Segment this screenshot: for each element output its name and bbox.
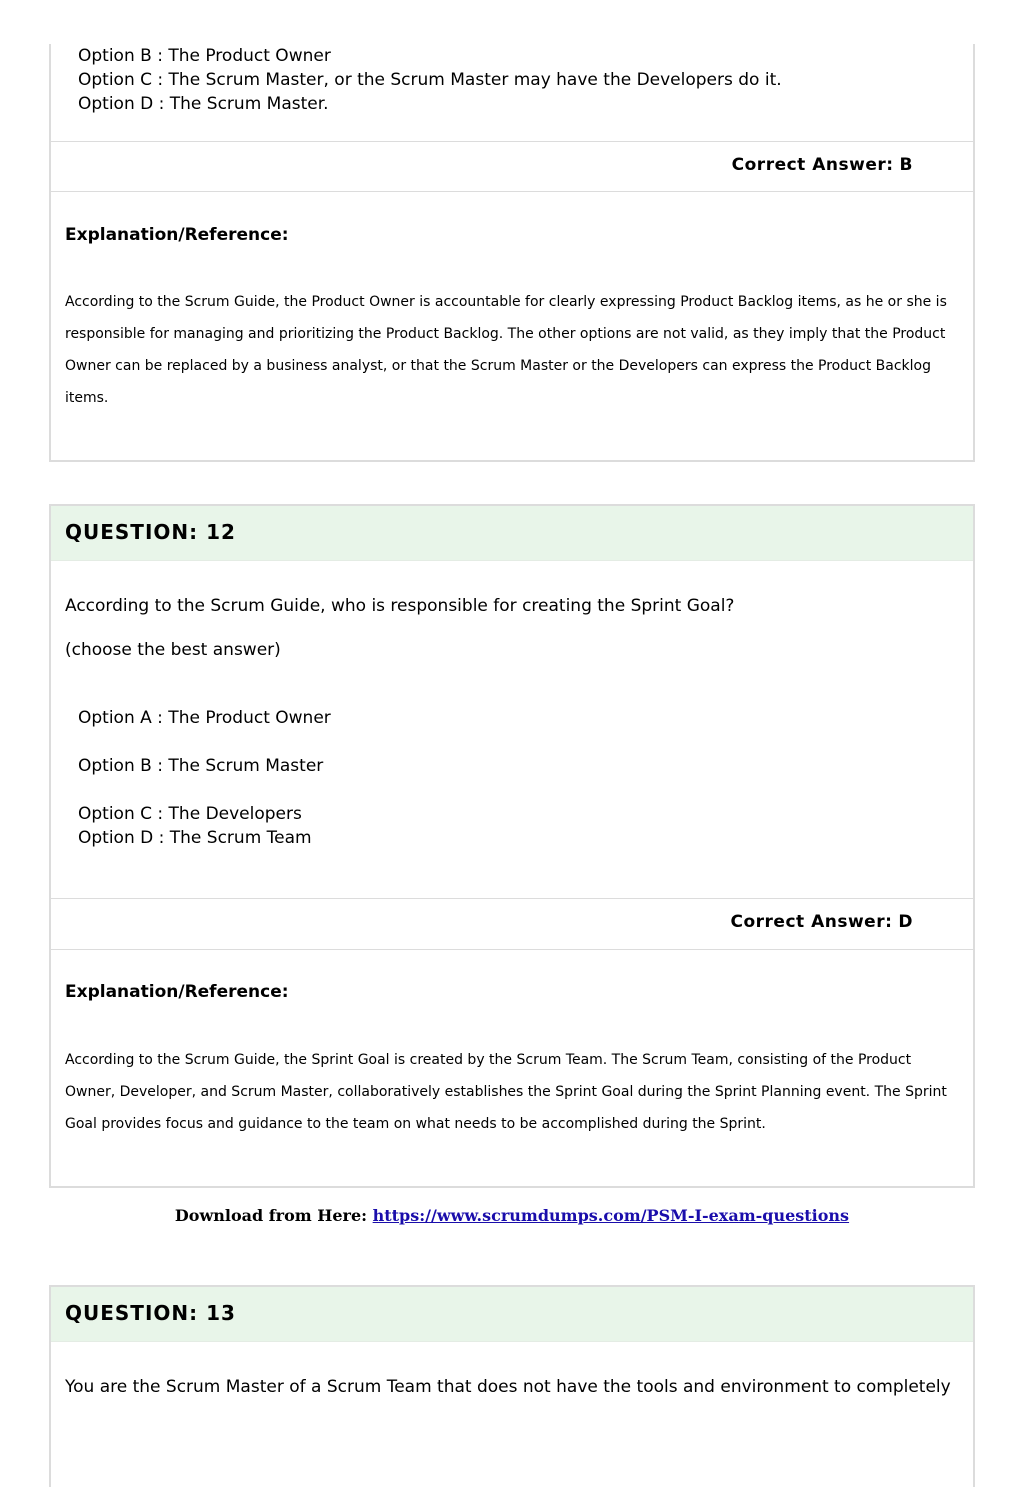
q11-explanation-text: According to the Scrum Guide, the Product Owner is accountable for clearly expressing Product Backlog items, as he or she is responsible for managing and prioritizing the Product Backlog. The other options are not valid, as they imply that the Product Owner can be replaced by a business analyst, or that the Scrum Master or the Developers can express the Product Backlog items. [65,294,947,406]
question-header [51,506,973,561]
question-text: You are the Scrum Master of a Scrum Team that does not have the tools and environment to completely [65,1377,951,1397]
answer-value: D [898,912,913,932]
download-line [0,1206,1024,1225]
question-11-card [49,44,975,462]
question-header [51,1287,973,1342]
question-title: QUESTION: 12 [65,520,236,544]
download-link[interactable]: https://www.scrumdumps.com/PSM-I-exam-questions [372,1206,850,1225]
q11-correct-answer [732,155,913,175]
answer-value: B [899,155,913,175]
question-title: QUESTION: 13 [65,1301,236,1325]
divider [51,949,973,950]
question-13-card [49,1285,975,1487]
q11-option-b[interactable]: Option B : The Product Owner [78,46,331,66]
q11-option-d[interactable]: Option D : The Scrum Master. [78,94,329,114]
download-label: Download from Here: [174,1206,368,1225]
q12-option-b[interactable]: Option B : The Scrum Master [78,756,324,776]
q12-correct-answer [731,912,914,932]
q12-explanation-heading: Explanation/Reference: [65,982,289,1002]
question-12-card [49,504,975,1188]
answer-label: Correct Answer: [730,912,893,932]
q12-option-a[interactable]: Option A : The Product Owner [78,708,331,728]
answer-label: Correct Answer: [731,155,894,175]
q11-explanation-heading: Explanation/Reference: [65,225,289,245]
q12-option-d[interactable]: Option D : The Scrum Team [78,828,312,848]
q11-option-c[interactable]: Option C : The Scrum Master, or the Scrum Master may have the Developers do it. [78,70,782,90]
divider [51,141,973,142]
question-text: According to the Scrum Guide, who is responsible for creating the Sprint Goal? [65,596,735,616]
question-instruction: (choose the best answer) [65,640,281,660]
q12-explanation-text: According to the Scrum Guide, the Sprint Goal is created by the Scrum Team. The Scrum Team, consisting of the Product Owner, Developer, and Scrum Master, collaboratively establishes the Sprint Goal during the Sprint Planning event. The Sprint Goal provides focus and guidance to the team on what needs to be accomplished during the Sprint. [65,1052,947,1132]
q12-option-c[interactable]: Option C : The Developers [78,804,302,824]
divider [51,898,973,899]
divider [51,191,973,192]
